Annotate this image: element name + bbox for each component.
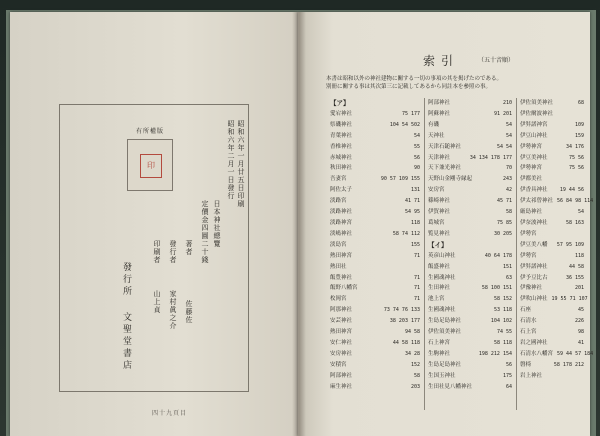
index-entry [330, 153, 420, 164]
index-entry-term: 伊豆美神社 [520, 154, 548, 161]
index-entry [428, 371, 512, 382]
index-entry-term: 伊賀神社 [428, 209, 451, 216]
index-entry [330, 163, 420, 174]
index-entry-pages: 118 [574, 252, 584, 259]
index-entry-term: 天津神社 [428, 154, 451, 161]
index-entry [330, 240, 420, 251]
index-entry-pages: 58 118 [493, 339, 512, 346]
index-entry-pages: 151 [502, 263, 512, 270]
index-entry [520, 174, 584, 185]
index-entry [428, 196, 512, 207]
index-entry-term: 石座 [520, 307, 532, 314]
index-entry-pages: 71 [413, 296, 420, 303]
index-section-heading [330, 98, 420, 109]
index-entry-pages: 58 74 112 [392, 230, 420, 237]
index-entry-term: 県磯神社 [330, 121, 353, 128]
printer-name: 山上貞 [153, 290, 161, 314]
index-subtitle: （五十音順） [478, 57, 515, 64]
index-entry-term: 伊太祁曾神社 [520, 198, 554, 205]
index-entry-term: 青葉神社 [330, 132, 353, 139]
index-entry-pages: 226 [574, 318, 584, 325]
index-entry-term: 熱田社 [330, 263, 347, 270]
index-entry-pages: 104 54 502 [389, 121, 420, 128]
index-entry [520, 305, 584, 316]
index-entry [428, 305, 512, 316]
printer-label: 印刷者 [153, 240, 161, 264]
index-entry-pages: 75 56 [568, 154, 584, 161]
index-entry-term: 【イ】 [428, 240, 448, 249]
index-entry-term: 阿佐太子 [330, 187, 353, 194]
index-entry-term: 麻生神社 [330, 383, 353, 390]
index-column-2 [428, 98, 512, 392]
seal-stamp-box [127, 128, 173, 191]
index-entry [330, 360, 420, 371]
index-entry-pages: 90 57 109 155 [380, 176, 420, 183]
index-entry-pages: 45 [577, 307, 584, 314]
index-entry-pages: 38 203 177 [389, 318, 420, 325]
index-entry [520, 349, 594, 360]
index-entry-pages: 203 [410, 383, 420, 390]
index-entry [330, 338, 420, 349]
column-divider [424, 98, 425, 410]
index-entry-pages: 175 [502, 372, 512, 379]
index-entry-term: 生駒神社 [428, 350, 451, 357]
index-entry [330, 305, 420, 316]
index-entry-term: 安芸神社 [330, 318, 353, 325]
index-entry-term: 伊佐須美神社 [428, 329, 462, 336]
index-entry-pages: 56 84 98 114 [557, 198, 594, 205]
index-entry [330, 316, 420, 327]
index-entry-pages: 41 [577, 339, 584, 346]
index-entry-term: 伊予豆比古 [520, 274, 548, 281]
index-entry-term: 伊弉諾神宮 [520, 121, 548, 128]
index-entry [428, 262, 512, 273]
index-entry [330, 262, 420, 273]
index-entry-pages: 75 177 [401, 110, 420, 117]
index-entry [520, 273, 584, 284]
index-entry-term: 伊勢宮 [520, 252, 537, 259]
index-entry-term: 安積宮 [330, 361, 347, 368]
index-entry [520, 163, 584, 174]
index-entry-pages: 19 44 56 [559, 187, 584, 194]
index-entry-term: 篠崎神社 [428, 198, 451, 205]
index-entry [428, 174, 512, 185]
index-entry-term: 池上宮 [428, 296, 445, 303]
index-entry-pages: 58 [505, 209, 512, 216]
index-entry [520, 371, 584, 382]
index-entry-pages: 44 58 [568, 263, 584, 270]
index-entry-pages: 59 44 57 184 [557, 350, 594, 357]
index-entry-pages: 58 [413, 372, 420, 379]
index-entry-term: 伊勢神宮 [520, 165, 543, 172]
index-entry-pages: 201 [574, 285, 584, 292]
index-entry [330, 349, 420, 360]
index-entry [520, 327, 584, 338]
index-entry-pages: 19 55 71 107 [551, 296, 588, 303]
index-entry-term: 石清水八幡宮 [520, 350, 554, 357]
index-entry [520, 360, 584, 371]
index-entry-pages: 152 [410, 361, 420, 368]
index-entry-term: 飯野八幡宮 [330, 285, 358, 292]
index-entry-term: 石上神宮 [428, 339, 451, 346]
index-entry-term: 伊豫神社 [520, 285, 543, 292]
index-entry-term: 枚岡宮 [330, 296, 347, 303]
index-entry [520, 120, 584, 131]
index-entry [428, 153, 512, 164]
index-entry [428, 283, 512, 294]
index-entry-term: 覧見神社 [428, 230, 451, 237]
price: 定價金四圓二十錢 [201, 200, 209, 264]
index-entry-term: 伊奈波神社 [520, 219, 548, 226]
index-entry [330, 120, 420, 131]
publisher-house-label: 發行所 [121, 262, 131, 298]
index-entry-pages: 54 [505, 121, 512, 128]
index-title: 索引 [423, 54, 460, 68]
index-entry-term: 生田神社 [428, 285, 451, 292]
index-entry [428, 251, 512, 262]
index-entry-pages: 71 [413, 252, 420, 259]
index-section-heading [428, 240, 512, 251]
index-entry-term: 飯豊神社 [330, 274, 353, 281]
index-intro-line-1: 本書は昭和以外の神社建物に關する一切の事項の其を掲げたのである。 [326, 76, 503, 82]
index-entry-pages: 210 [502, 100, 512, 106]
red-seal-icon: 印 [140, 154, 162, 178]
index-column-1 [330, 98, 420, 392]
index-entry-term: 石清水 [520, 318, 537, 325]
index-entry-term: 淡島宮 [330, 241, 347, 248]
date-publish: 昭和六年二月一日發行 [227, 120, 235, 200]
index-entry-term: 愛宕神社 [330, 110, 353, 117]
book-gutter [292, 12, 306, 436]
index-entry-pages: 98 [577, 329, 584, 336]
index-entry [428, 273, 512, 284]
index-entry-pages: 54 95 [404, 209, 420, 216]
index-entry-pages: 118 [410, 219, 420, 226]
index-entry-pages: 54 [413, 132, 420, 139]
stamp-label: 有所權版 [135, 128, 164, 135]
index-entry-term: 伊勢宮 [520, 230, 537, 237]
index-entry-pages: 109 [574, 121, 584, 128]
author-label: 著者 [185, 240, 193, 256]
index-entry-term: 香椎神社 [330, 143, 353, 150]
index-entry-term: 阿部神社 [428, 100, 451, 106]
index-entry-pages: 34 134 178 177 [469, 154, 512, 161]
index-entry-term: 葛城宮 [428, 219, 445, 226]
index-entry [520, 131, 584, 142]
index-entry-term: 伊香具神社 [520, 187, 548, 194]
index-intro-line-2: 別冊に關する事は其次第三に記載してあるから同註本を參照の事。 [326, 84, 492, 90]
index-entry [428, 142, 512, 153]
index-entry-pages: 55 [413, 143, 420, 150]
index-entry-term: 伊都美社 [520, 176, 543, 183]
index-entry [428, 185, 512, 196]
index-entry-term: 伊豆美八幡 [520, 241, 548, 248]
index-entry-term: 磐椅 [520, 361, 532, 368]
index-entry-term: 阿部神社 [330, 372, 353, 379]
index-entry-term: 熱田神宮 [330, 252, 353, 259]
index-entry-pages: 70 [505, 165, 512, 172]
index-entry-term: 岩上神社 [520, 372, 543, 379]
index-entry-pages: 198 212 154 [478, 350, 512, 357]
index-entry [330, 294, 420, 305]
index-entry-term: 淡路神宮 [330, 219, 353, 226]
index-entry [330, 196, 420, 207]
index-entry-pages: 53 118 [493, 307, 512, 314]
index-entry-term: 熱田神宮 [330, 329, 353, 336]
index-entry-term: 飯盛神社 [428, 263, 451, 270]
index-entry-pages: 63 [505, 274, 512, 281]
index-entry [330, 283, 420, 294]
index-entry-pages: 74 55 [496, 329, 512, 336]
index-entry [520, 185, 584, 196]
index-entry [330, 142, 420, 153]
index-entry-pages: 58 100 151 [481, 285, 512, 292]
index-entry [520, 109, 584, 120]
index-entry-term: 伊勢神宮 [520, 143, 543, 150]
index-entry [428, 218, 512, 229]
publisher-house: 文聖堂書店 [121, 312, 131, 372]
index-entry-pages: 58 152 [493, 296, 512, 303]
index-entry [520, 207, 584, 218]
author-name: 佐藤佐 [185, 300, 193, 324]
index-entry [520, 316, 584, 327]
index-entry-term: 伊佐須美神社 [520, 100, 554, 106]
column-divider [516, 98, 517, 410]
index-entry [520, 98, 584, 109]
index-entry-pages: 40 64 178 [484, 252, 512, 259]
index-entry [330, 131, 420, 142]
index-entry-pages: 42 [505, 187, 512, 194]
index-entry-term: 生国玉神社 [428, 372, 456, 379]
index-column-3 [520, 98, 594, 382]
index-entry-pages: 68 [577, 100, 584, 106]
index-entry [428, 294, 512, 305]
index-entry-pages: 155 [410, 241, 420, 248]
index-entry-term: 伊弉諾神社 [520, 263, 548, 270]
index-entry-pages: 34 28 [404, 350, 420, 357]
index-entry-pages: 64 [505, 383, 512, 390]
index-entry-term: 阿那神社 [330, 307, 353, 314]
index-entry [330, 174, 420, 185]
index-entry-pages: 54 [577, 209, 584, 216]
index-entry-term: 生島足島神社 [428, 361, 462, 368]
index-entry [520, 229, 584, 240]
index-entry [330, 371, 420, 382]
index-entry [330, 207, 420, 218]
index-entry-term: 秋田神社 [330, 165, 353, 172]
index-entry [330, 185, 420, 196]
index-entry [428, 382, 512, 393]
index-entry [520, 294, 588, 305]
index-entry [428, 98, 512, 109]
index-entry-pages: 73 74 76 133 [383, 307, 420, 314]
index-entry [428, 349, 512, 360]
index-entry-pages: 56 [413, 154, 420, 161]
index-entry-pages: 44 58 118 [392, 339, 420, 346]
index-entry-pages: 54 54 [496, 143, 512, 150]
index-entry [330, 273, 420, 284]
index-entry [520, 142, 584, 153]
index-entry-pages: 56 [505, 361, 512, 368]
index-entry-term: 生國魂神社 [428, 274, 456, 281]
index-entry-term: 石上宮 [520, 329, 537, 336]
index-entry-term: 伊吹山神社 [520, 296, 548, 303]
index-entry [428, 207, 512, 218]
index-entry-term: 生田社見八幡神社 [428, 383, 473, 390]
index-entry-term: 吾妻宮 [330, 176, 347, 183]
index-entry [520, 283, 584, 294]
index-entry-pages: 91 201 [493, 110, 512, 117]
index-entry-term: 厳島神社 [520, 209, 543, 216]
index-entry-term: 淡嶋神社 [330, 230, 353, 237]
index-entry-term: 安仁神社 [330, 339, 353, 346]
index-entry [330, 251, 420, 262]
publisher-label: 發行者 [169, 240, 177, 264]
index-entry-pages: 71 [413, 285, 420, 292]
index-entry-term: 岩之國神社 [520, 339, 548, 346]
index-entry-pages: 75 56 [568, 165, 584, 172]
index-entry-term: 伊佐爾波神社 [520, 110, 554, 117]
index-entry-pages: 71 [413, 274, 420, 281]
index-entry [428, 163, 512, 174]
index-entry-term: 淡路宮 [330, 198, 347, 205]
index-entry [330, 109, 420, 120]
index-entry [520, 196, 594, 207]
index-entry-term: 生國魂神社 [428, 307, 456, 314]
index-entry-pages: 36 155 [565, 274, 584, 281]
index-entry [428, 338, 512, 349]
index-entry-term: 天野山金剛寺縁起 [428, 176, 473, 183]
index-entry-term: 【ア】 [330, 99, 350, 107]
page-number: 四十九頁目 [152, 410, 188, 417]
index-entry-term: 生島足島神社 [428, 318, 462, 325]
index-entry-term: 英彦山神社 [428, 252, 456, 259]
index-entry-pages: 75 85 [496, 219, 512, 226]
index-entry [520, 338, 584, 349]
index-entry [428, 109, 512, 120]
index-entry-pages: 243 [502, 176, 512, 183]
index-entry-term: 天津石鎚神社 [428, 143, 462, 150]
index-entry-pages: 159 [574, 132, 584, 139]
index-entry-pages: 104 102 [490, 318, 512, 325]
index-entry-pages: 131 [410, 187, 420, 194]
index-entry-pages: 41 71 [404, 198, 420, 205]
index-entry-term: 安房神社 [330, 350, 353, 357]
index-entry-pages: 54 [505, 132, 512, 139]
index-entry-term: 安房宮 [428, 187, 445, 194]
date-print: 昭和六年一月廿五日印刷 [237, 120, 245, 208]
index-entry [330, 382, 420, 393]
index-entry-term: 伊豆山神社 [520, 132, 548, 139]
index-entry [330, 229, 420, 240]
index-entry [428, 316, 512, 327]
index-entry-term: 天神社 [428, 132, 445, 139]
index-entry-term: 有磯 [428, 121, 440, 128]
index-entry-pages: 57 95 109 [556, 241, 584, 248]
index-entry [428, 120, 512, 131]
index-entry-pages: 45 71 [496, 198, 512, 205]
index-entry-pages: 94 58 [404, 329, 420, 336]
index-entry [428, 131, 512, 142]
index-entry [520, 153, 584, 164]
index-entry [330, 218, 420, 229]
index-entry [428, 360, 512, 371]
index-entry-pages: 90 [413, 165, 420, 172]
index-entry-pages: 58 178 212 [553, 361, 584, 368]
index-entry-term: 淡路神社 [330, 209, 353, 216]
index-entry-pages: 30 205 [493, 230, 512, 237]
index-entry-term: 赤城神社 [330, 154, 353, 161]
index-entry [520, 240, 584, 251]
index-entry [428, 327, 512, 338]
index-entry [520, 262, 584, 273]
index-entry-term: 阿蘇神社 [428, 110, 451, 117]
index-entry [520, 251, 584, 262]
index-entry [428, 229, 512, 240]
book-title: 日本神社總覽 [213, 200, 221, 248]
publisher-name: 家村眞之介 [169, 290, 177, 330]
index-entry-pages: 34 176 [565, 143, 584, 150]
index-entry-term: 天下兼光神社 [428, 165, 462, 172]
index-entry-pages: 58 163 [565, 219, 584, 226]
index-entry [520, 218, 584, 229]
index-entry [330, 327, 420, 338]
